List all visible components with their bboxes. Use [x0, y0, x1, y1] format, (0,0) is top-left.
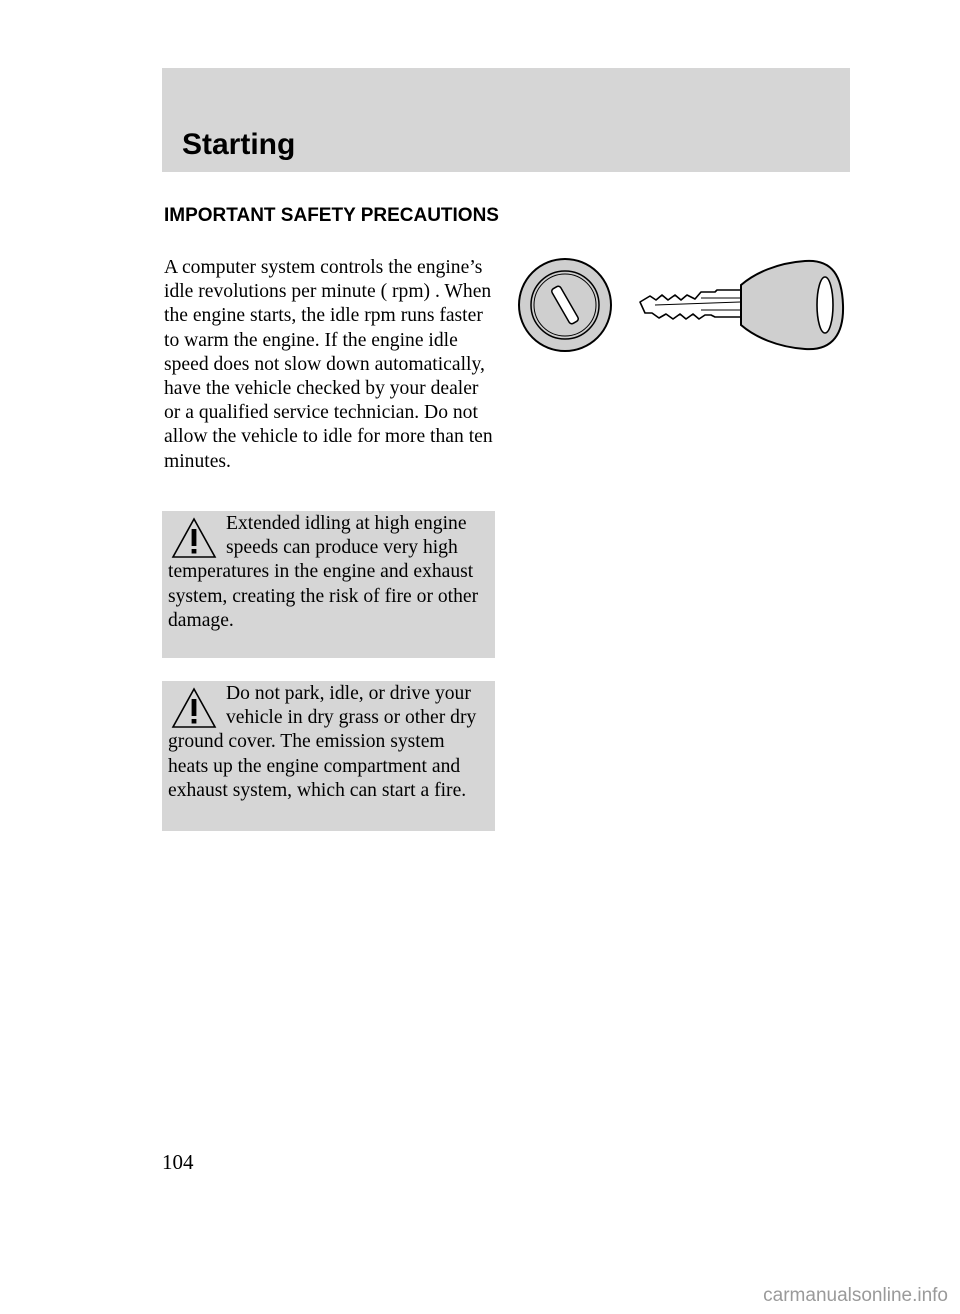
warning-text-dry-grass: Do not park, idle, or drive your vehicle in dry grass or other dry ground cover. The emission system heats up the engine compartment and exhaust system, which can start a fire. — [168, 683, 477, 801]
warning-triangle-icon — [170, 516, 218, 560]
warning-text-idling: Extended idling at high engine speeds can produce very high temperatures in the engine and exhaust system, creating the risk of fire or other damage. — [168, 513, 479, 631]
ignition-key-illustration — [515, 255, 845, 355]
section-title: Starting — [182, 128, 296, 161]
ignition-key-icon — [515, 255, 845, 355]
idle-rpm-paragraph: A computer system controls the engine’s idle revolutions per minute ( rpm) . When the engine starts, the idle rpm runs faster to warm the engine. If the engine idle speed does not slow down automatically, have the vehicle checked by your dealer or a qualified service technician. Do not allow the vehicle to idle for more than ten minutes. — [164, 257, 493, 472]
watermark: carmanualsonline.info — [763, 1285, 948, 1306]
warning-box-dry-grass — [162, 681, 495, 831]
warning-triangle-icon — [170, 686, 218, 730]
safety-heading: IMPORTANT SAFETY PRECAUTIONS — [164, 205, 499, 226]
warning-box-idling — [162, 511, 495, 658]
page-number: 104 — [162, 1150, 194, 1174]
